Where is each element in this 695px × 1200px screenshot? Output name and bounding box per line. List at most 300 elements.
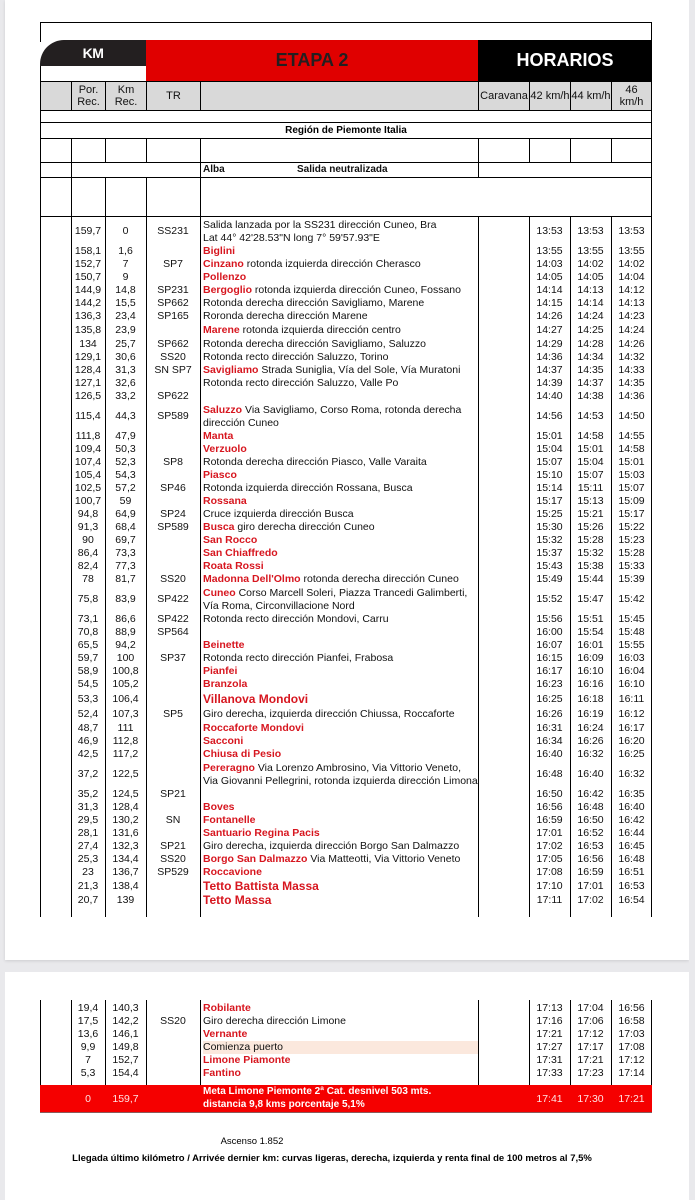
route-description: [203, 1067, 478, 1080]
time-42-cell: 17:02: [536, 840, 563, 852]
por-rec-cell: 31,3: [77, 801, 99, 813]
road-cell: SP7: [163, 258, 183, 270]
town-name: Pereragno: [203, 762, 255, 774]
time-44-cell: 15:04: [577, 456, 604, 468]
km-rec-cell: 146,1: [112, 1028, 139, 1040]
time-46-cell: 16:58: [618, 1015, 645, 1027]
km-rec-cell: 57,2: [115, 482, 136, 494]
time-42-cell: 15:04: [536, 443, 563, 455]
time-42-cell: 15:37: [536, 547, 563, 559]
col-header-por-rec: Por. Rec.: [71, 81, 106, 111]
time-44-cell: 15:54: [577, 626, 604, 638]
time-46-cell: 14:04: [618, 271, 645, 283]
time-42-cell: 16:59: [536, 814, 563, 826]
km-rec-cell: 128,4: [112, 801, 139, 813]
route-description: [203, 258, 478, 271]
km-rec-cell: 1,6: [118, 245, 133, 257]
time-42-cell: 14:29: [536, 338, 563, 350]
time-46-cell: 16:56: [618, 1002, 645, 1014]
time-44-cell: 16:32: [577, 748, 604, 760]
route-instruction: Cruce izquierda dirección Busca: [203, 508, 354, 520]
route-description: [203, 708, 478, 721]
time-46-cell: 16:04: [618, 665, 645, 677]
route-instruction: Rotonda derecha dirección Savigliamo, Marene: [203, 297, 425, 309]
time-42-cell: 14:14: [536, 284, 563, 296]
por-rec-cell: 27,4: [77, 840, 99, 852]
road-cell: SS20: [160, 573, 186, 585]
km-rec-cell: 105,2: [112, 678, 139, 690]
time-46-cell: 14:23: [618, 310, 645, 322]
time-44-cell: 16:26: [577, 735, 604, 747]
finish-km: 159,7: [112, 1093, 139, 1105]
time-42-cell: 17:13: [536, 1002, 563, 1014]
time-42-cell: 15:25: [536, 508, 563, 520]
town-name: Piasco: [203, 469, 237, 481]
por-rec-cell: 128,4: [74, 364, 102, 376]
time-46-cell: 16:32: [618, 768, 645, 780]
time-46-cell: 14:12: [618, 284, 645, 296]
time-42-cell: 16:34: [536, 735, 563, 747]
town-name: Boves: [203, 801, 235, 813]
time-46-cell: 14:36: [618, 390, 645, 402]
route-description: [203, 245, 478, 258]
route-description: [203, 678, 478, 691]
road-cell: SP231: [157, 284, 189, 296]
town-name: Marene: [203, 324, 240, 336]
por-rec-cell: 150,7: [74, 271, 102, 283]
document-page-2: [5, 972, 689, 1200]
town-name: Verzuolo: [203, 443, 247, 455]
time-44-cell: 17:17: [577, 1041, 604, 1053]
route-instruction-line-2: dirección Cuneo: [203, 417, 279, 429]
por-rec-cell: 91,3: [77, 521, 99, 533]
town-name: Tetto Battista Massa: [203, 879, 319, 893]
town-name: Pollenzo: [203, 271, 247, 283]
road-cell: SP21: [160, 788, 186, 800]
time-42-cell: 14:40: [536, 390, 563, 402]
km-rec-cell: 69,7: [115, 534, 136, 546]
time-46-cell: 16:44: [618, 827, 645, 839]
road-cell: SP589: [157, 521, 189, 533]
route-instruction-line-2: Vía Roma, Circonvillacione Nord: [203, 600, 355, 612]
km-rec-cell: 149,8: [112, 1041, 139, 1053]
time-44-cell: 15:01: [577, 443, 604, 455]
town-name: Santuario Regina Pacis: [203, 827, 320, 839]
time-46-cell: 16:53: [618, 880, 645, 892]
route-description: [203, 338, 478, 351]
time-42-cell: 17:11: [536, 894, 563, 906]
time-46-cell: 15:28: [618, 547, 645, 559]
time-42-cell: 16:07: [536, 639, 563, 651]
route-description: [203, 297, 478, 310]
town-name: San Rocco: [203, 534, 258, 546]
por-rec-cell: 115,4: [75, 410, 101, 422]
top-frame: [40, 22, 652, 42]
time-44-cell: 14:24: [577, 310, 604, 322]
start-town: Alba: [203, 164, 225, 175]
por-rec-cell: 29,5: [77, 814, 99, 826]
por-rec-cell: 158,1: [74, 245, 102, 257]
km-rec-cell: 117,2: [112, 748, 139, 760]
por-rec-cell: 13,6: [77, 1028, 99, 1040]
route-description: [203, 443, 478, 456]
time-46-cell: 14:32: [618, 351, 645, 363]
time-44-cell: 14:28: [577, 338, 604, 350]
route-description: [203, 722, 478, 735]
town-name: Tetto Massa: [203, 893, 272, 907]
stage-title: ETAPA 2: [146, 40, 478, 81]
por-rec-cell: 53,3: [77, 692, 99, 705]
por-rec-cell: 102,5: [74, 482, 102, 494]
route-description: [203, 377, 478, 390]
road-cell: SS231: [157, 225, 189, 237]
time-46-cell: 13:53: [618, 225, 645, 237]
route-description: [203, 534, 478, 547]
km-rec-cell: 94,2: [115, 639, 136, 651]
time-44-cell: 15:21: [577, 508, 604, 520]
finish-desc: Meta Limone Piemonte 2ª Cat. desnivel 503 mts.: [203, 1086, 432, 1097]
time-46-cell: 15:17: [618, 508, 645, 520]
route-instruction: Via Matteotti, Via Vittorio Veneto: [307, 853, 461, 865]
time-44-cell: 15:44: [577, 573, 604, 585]
col-header-tr: TR: [146, 81, 201, 111]
time-46-cell: 15:55: [618, 639, 645, 651]
por-rec-cell: 129,1: [74, 351, 102, 363]
time-46-cell: 14:35: [618, 377, 645, 389]
time-42-cell: 16:26: [536, 708, 563, 720]
route-description: [203, 219, 478, 245]
town-name: Roccaforte Mondovi: [203, 722, 304, 734]
time-46-cell: 15:07: [618, 482, 645, 494]
km-rec-cell: 25,7: [115, 338, 136, 350]
time-42-cell: 16:15: [536, 652, 563, 664]
por-rec-cell: 5,3: [80, 1067, 96, 1079]
km-rec-cell: 15,5: [115, 297, 136, 309]
time-44-cell: 15:47: [577, 593, 604, 605]
route-instruction: Via Savigliamo, Corso Roma, rotonda derecha: [242, 404, 462, 416]
time-42-cell: 17:16: [536, 1015, 563, 1027]
time-44-cell: 17:02: [577, 894, 604, 906]
time-42-cell: 16:25: [536, 692, 563, 705]
time-42-cell: 14:05: [536, 271, 563, 283]
time-46-cell: 15:01: [618, 456, 645, 468]
por-rec-cell: 23: [82, 866, 94, 878]
time-46-cell: 15:03: [618, 469, 645, 481]
time-44-cell: 14:37: [577, 377, 604, 389]
km-rec-cell: 107,3: [112, 708, 139, 720]
time-44-cell: 15:26: [577, 521, 604, 533]
col-header-46kmh: 46 km/h: [611, 81, 652, 111]
route-instruction: giro derecha dirección Cuneo: [234, 521, 375, 533]
time-44-cell: 17:01: [577, 880, 604, 892]
road-cell: SP564: [157, 626, 189, 638]
por-rec-cell: 135,8: [74, 324, 102, 336]
time-44-cell: 16:18: [577, 692, 604, 705]
time-44-cell: 14:13: [577, 284, 604, 296]
route-description: [203, 1041, 478, 1054]
route-description: [203, 271, 478, 284]
route-description: [203, 853, 478, 866]
time-46-cell: 14:02: [618, 258, 645, 270]
km-rec-cell: 112,8: [112, 735, 139, 747]
time-42-cell: 13:55: [536, 245, 563, 257]
time-44-cell: 16:53: [577, 840, 604, 852]
por-rec-cell: 126,5: [74, 390, 102, 402]
por-rec-cell: 58,9: [77, 665, 99, 677]
km-rec-cell: 138,4: [112, 880, 139, 892]
km-rec-cell: 64,9: [115, 508, 136, 520]
por-rec-cell: 25,3: [77, 853, 99, 865]
route-description: [203, 840, 478, 853]
km-rec-cell: 73,3: [115, 547, 136, 559]
time-46-cell: 15:23: [618, 534, 645, 546]
km-rec-cell: 44,3: [115, 410, 136, 422]
km-rec-cell: 111: [117, 722, 134, 734]
town-name: Madonna Dell'Olmo: [203, 573, 301, 585]
time-42-cell: 16:17: [536, 665, 563, 677]
time-46-cell: 15:39: [618, 573, 645, 585]
time-46-cell: 17:12: [618, 1054, 645, 1066]
route-description: [203, 364, 478, 377]
time-46-cell: 16:54: [618, 894, 645, 906]
route-instruction: Via Lorenzo Ambrosino, Via Vittorio Veneto,: [254, 762, 461, 774]
col-header-blank: [40, 81, 72, 111]
km-rec-cell: 23,9: [115, 324, 136, 336]
time-44-cell: 17:23: [577, 1067, 604, 1079]
por-rec-cell: 82,4: [77, 560, 99, 572]
km-rec-cell: 88,9: [115, 626, 136, 638]
time-44-cell: 13:55: [577, 245, 604, 257]
finish-desc-2: distancia 9,8 kms porcentaje 5,1%: [203, 1099, 365, 1110]
time-46-cell: 16:12: [618, 708, 645, 720]
time-44-cell: 14:05: [577, 271, 604, 283]
por-rec-cell: 144,2: [74, 297, 102, 309]
route-description: [203, 613, 478, 626]
route-description: [203, 748, 478, 761]
route-description: [203, 560, 478, 573]
road-cell: SS20: [160, 351, 186, 363]
por-rec-cell: 9,9: [80, 1041, 96, 1053]
town-name: Fontanelle: [203, 814, 256, 826]
finish-time-44: 17:30: [577, 1093, 604, 1105]
route-instruction: Rotonda izquierda dirección Rossana, Busca: [203, 482, 413, 494]
route-description: [203, 284, 478, 297]
por-rec-cell: 73,1: [77, 613, 99, 625]
km-rec-cell: 30,6: [115, 351, 136, 363]
por-rec-cell: 21,3: [77, 880, 99, 892]
time-42-cell: 16:50: [536, 788, 563, 800]
time-42-cell: 15:17: [536, 495, 563, 507]
road-cell: SP662: [157, 338, 189, 350]
km-rec-cell: 132,3: [112, 840, 139, 852]
km-rec-cell: 152,7: [112, 1054, 139, 1066]
km-rec-cell: 130,2: [112, 814, 139, 826]
time-46-cell: 17:08: [618, 1041, 645, 1053]
route-description: [203, 469, 478, 482]
por-rec-cell: 105,4: [74, 469, 102, 481]
ascent-note: Ascenso 1.852: [220, 1136, 284, 1147]
time-46-cell: 16:48: [618, 853, 645, 865]
km-rec-cell: 23,4: [115, 310, 136, 322]
route-description: [203, 495, 478, 508]
km-rec-cell: 134,4: [112, 853, 139, 865]
time-42-cell: 16:48: [536, 768, 563, 780]
time-44-cell: 16:59: [577, 866, 604, 878]
km-rec-cell: 52,3: [115, 456, 136, 468]
time-42-cell: 15:52: [536, 593, 563, 605]
route-description: [203, 508, 478, 521]
por-rec-cell: 159,7: [74, 225, 102, 237]
document-page-1: [5, 0, 689, 960]
road-cell: SP622: [157, 390, 189, 402]
time-42-cell: 14:03: [536, 258, 563, 270]
route-description: [203, 639, 478, 652]
time-44-cell: 16:24: [577, 722, 604, 734]
km-rec-cell: 9: [122, 271, 129, 283]
km-rec-cell: 32,6: [115, 377, 136, 389]
por-rec-cell: 54,5: [77, 678, 99, 690]
route-description: [203, 404, 478, 430]
time-46-cell: 14:55: [618, 430, 645, 442]
time-46-cell: 15:22: [618, 521, 645, 533]
time-46-cell: 15:09: [618, 495, 645, 507]
por-rec-cell: 100,7: [74, 495, 102, 507]
time-44-cell: 14:25: [577, 324, 604, 336]
km-rec-cell: 124,5: [112, 788, 139, 800]
route-instruction: Corso Marcell Soleri, Piazza Trancedi Galimberti,: [235, 587, 468, 599]
time-44-cell: 15:51: [577, 613, 604, 625]
route-description: [203, 1015, 478, 1028]
col-header-description: [200, 81, 479, 111]
time-42-cell: 17:01: [536, 827, 563, 839]
km-rec-cell: 0: [122, 225, 129, 237]
por-rec-cell: 86,4: [77, 547, 99, 559]
route-instruction: Salida lanzada por la SS231 dirección Cuneo, Bra: [203, 219, 437, 231]
route-instruction: Roronda derecha dirección Marene: [203, 310, 368, 322]
time-42-cell: 17:10: [536, 880, 563, 892]
time-46-cell: 16:03: [618, 652, 645, 664]
por-rec-cell: 109,4: [74, 443, 102, 455]
time-46-cell: 14:50: [618, 410, 645, 422]
route-instruction: rotonda izquierda dirección centro: [239, 324, 401, 336]
time-46-cell: 16:45: [618, 840, 645, 852]
time-46-cell: 16:51: [618, 866, 645, 878]
time-44-cell: 15:28: [577, 534, 604, 546]
time-44-cell: 14:34: [577, 351, 604, 363]
time-42-cell: 14:56: [536, 410, 563, 422]
route-description: [203, 866, 478, 879]
route-instruction: Rotonda recto dirección Saluzzo, Torino: [203, 351, 389, 363]
road-cell: SP422: [157, 593, 189, 605]
road-cell: SP46: [160, 482, 186, 494]
por-rec-cell: 111,8: [75, 430, 101, 442]
time-44-cell: 17:04: [577, 1002, 604, 1014]
km-rec-cell: 131,6: [112, 827, 139, 839]
route-instruction: Giro derecha, izquierda dirección Borgo San Dalmazzo: [203, 840, 460, 852]
por-rec-cell: 20,7: [77, 894, 99, 906]
road-cell: SS20: [160, 853, 186, 865]
time-44-cell: 16:40: [577, 768, 604, 780]
km-rec-cell: 33,2: [115, 390, 136, 402]
time-44-cell: 17:06: [577, 1015, 604, 1027]
route-description: [203, 430, 478, 443]
road-cell: SN: [165, 814, 181, 826]
km-rec-cell: 122,5: [112, 768, 139, 780]
time-46-cell: 16:42: [618, 814, 645, 826]
town-name: Chiusa di Pesio: [203, 748, 282, 760]
km-rec-cell: 106,4: [112, 692, 139, 705]
km-header-subcell: [40, 66, 146, 81]
time-42-cell: 16:23: [536, 678, 563, 690]
time-46-cell: 17:14: [618, 1067, 645, 1079]
por-rec-cell: 35,2: [77, 788, 99, 800]
time-42-cell: 17:08: [536, 866, 563, 878]
km-rec-cell: 77,3: [115, 560, 136, 572]
time-46-cell: 16:11: [618, 692, 645, 705]
time-46-cell: 14:13: [618, 297, 645, 309]
por-rec-cell: 28,1: [77, 827, 99, 839]
route-instruction: rotonda izquierda dirección Cuneo, Fossano: [252, 284, 461, 296]
route-instruction: Strada Suniglia, Vía del Sole, Vía Muratoni: [258, 364, 461, 376]
time-42-cell: 17:33: [536, 1067, 563, 1079]
time-42-cell: 15:56: [536, 613, 563, 625]
por-rec-cell: 17,5: [77, 1015, 99, 1027]
time-42-cell: 15:07: [536, 456, 563, 468]
col-header-caravana: Caravana: [478, 81, 530, 111]
time-42-cell: 15:30: [536, 521, 563, 533]
por-rec-cell: 48,7: [77, 722, 99, 734]
time-42-cell: 14:15: [536, 297, 563, 309]
time-44-cell: 15:11: [577, 482, 604, 494]
route-instruction: Rotonda derecha dirección Piasco, Valle Varaita: [203, 456, 427, 468]
por-rec-cell: 127,1: [74, 377, 102, 389]
por-rec-cell: 7: [85, 1054, 91, 1066]
time-46-cell: 16:40: [618, 801, 645, 813]
route-instruction-line-2: Lat 44° 42'28.53"N long 7° 59'57.93"E: [203, 232, 380, 244]
por-rec-cell: 52,4: [77, 708, 99, 720]
route-description: [203, 310, 478, 323]
road-cell: SP529: [157, 866, 189, 878]
por-rec-cell: 37,2: [77, 768, 99, 780]
km-rec-cell: 31,3: [115, 364, 136, 376]
col-header-km-rec: Km Rec.: [105, 81, 147, 111]
town-name: Rossana: [203, 495, 247, 507]
time-44-cell: 14:38: [577, 390, 604, 402]
time-46-cell: 14:26: [618, 338, 645, 350]
route-description: [203, 814, 478, 827]
time-44-cell: 14:53: [577, 410, 604, 422]
town-name: Biglini: [203, 245, 236, 257]
km-rec-cell: 59: [119, 495, 132, 507]
km-rec-cell: 139: [116, 894, 135, 906]
viewer-scroll-edge: [689, 0, 695, 1200]
route-instruction: Rotonda recto dirección Mondovi, Carru: [203, 613, 389, 625]
time-46-cell: 14:33: [618, 364, 645, 376]
km-rec-cell: 7: [122, 258, 129, 270]
time-44-cell: 16:19: [577, 708, 604, 720]
route-description: [203, 827, 478, 840]
town-name: Bergoglio: [203, 284, 252, 296]
por-rec-cell: 136,3: [74, 310, 102, 322]
town-name: Manta: [203, 430, 234, 442]
por-rec-cell: 70,8: [77, 626, 99, 638]
town-name: San Chiaffredo: [203, 547, 278, 559]
time-46-cell: 17:03: [618, 1028, 645, 1040]
route-description: [203, 880, 478, 894]
route-description: [203, 573, 478, 586]
km-rec-cell: 136,7: [112, 866, 139, 878]
km-rec-cell: 81,7: [115, 573, 136, 585]
